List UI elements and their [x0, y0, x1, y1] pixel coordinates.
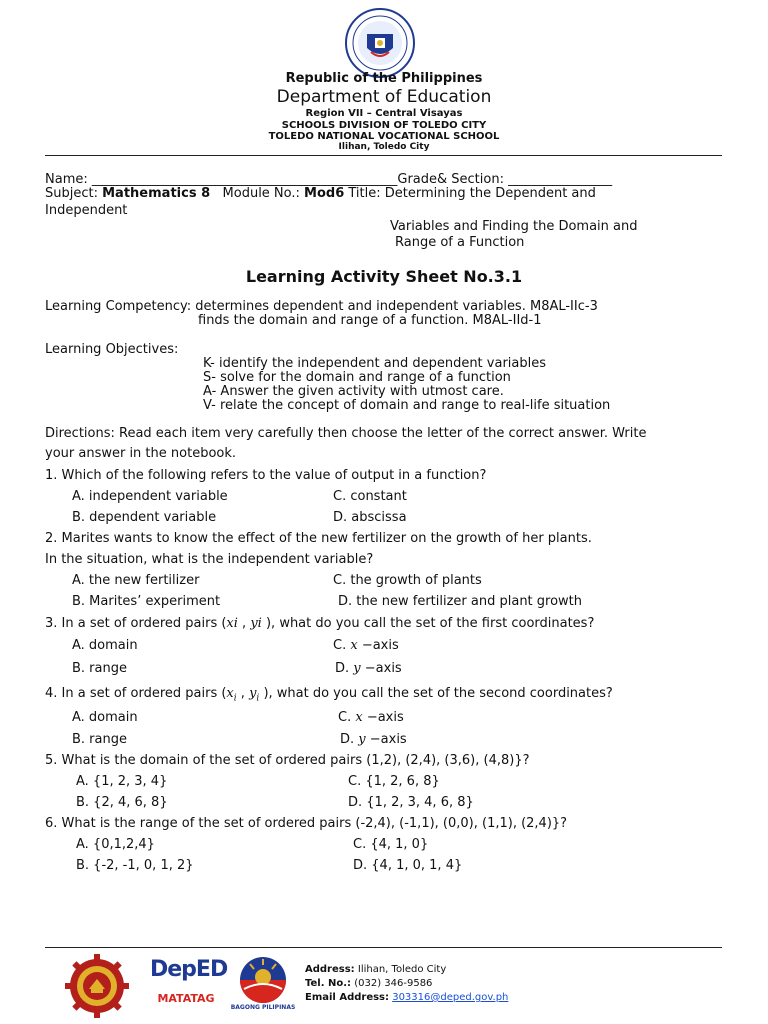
q1-option-a: A. independent variable	[72, 489, 228, 504]
region-line: Region VII – Central Visayas	[305, 108, 463, 119]
q2-option-b: B. Marites’ experiment	[72, 594, 221, 609]
q4-var-x: x	[226, 686, 234, 701]
objective-item: V- relate the concept of domain and range to real-life situation	[203, 398, 611, 413]
objective-item: K- identify the independent and dependent variables	[203, 356, 547, 371]
q4-option-b: B. range	[72, 732, 127, 747]
title-line-3: Variables and Finding the Domain and	[390, 219, 638, 234]
q4-sep: ,	[236, 686, 250, 701]
department-title: Department of Education	[276, 87, 492, 107]
module-value: Mod6	[304, 186, 345, 201]
q4-sub-i: i	[256, 693, 260, 704]
q5-option-b: B. {2, 4, 6, 8}	[76, 795, 168, 810]
footer-divider	[45, 947, 722, 948]
title-label: Title:	[344, 186, 385, 201]
school-location: Ilihan, Toledo City	[338, 142, 430, 152]
footer-address: Address: Ilihan, Toledo City	[305, 964, 447, 975]
competency-line-1: Learning Competency: determines dependent and independent variables. M8AL-IIc-3	[45, 299, 598, 314]
q3-option-b: B. range	[72, 661, 127, 676]
title-line-2: Independent	[45, 203, 128, 218]
footer-tel: Tel. No.: (032) 346-9586	[305, 978, 433, 989]
q3-text-post: ), what do you call the set of the first coordinates?	[261, 616, 595, 631]
sheet-title: Learning Activity Sheet No.3.1	[245, 267, 523, 286]
republic-line: Republic of the Philippines	[285, 71, 483, 86]
directions-line-2: your answer in the notebook.	[45, 446, 237, 461]
q4-text-pre: 4. In a set of ordered pairs (	[45, 686, 227, 701]
q3-var-x: xi	[226, 616, 238, 631]
q5-option-d: D. {1, 2, 3, 4, 6, 8}	[348, 795, 474, 810]
objectives-label: Learning Objectives:	[45, 342, 179, 357]
bagong-pilipinas-logo-icon	[232, 955, 294, 1005]
title-line-1: Determining the Dependent and	[384, 186, 596, 201]
q3-text-pre: 3. In a set of ordered pairs (	[45, 616, 227, 631]
competency-line-2: finds the domain and range of a function. M8AL-IId-1	[198, 313, 542, 328]
objective-item: A- Answer the given activity with utmost care.	[203, 384, 504, 399]
subject-value: Mathematics 8	[102, 186, 211, 201]
q1-option-b: B. dependent variable	[72, 510, 217, 525]
module-label: Module No.:	[222, 186, 305, 201]
q4-var-y: y	[249, 686, 257, 701]
q6-option-a: A. {0,1,2,4}	[76, 837, 155, 852]
q1-option-c: C. constant	[333, 489, 407, 504]
q2-option-c: C. the growth of plants	[333, 573, 482, 588]
footer-email: Email Address: 303316@deped.gov.ph	[305, 992, 509, 1003]
name-row	[45, 172, 612, 187]
question-6: 6. What is the range of the set of ordered pairs (-2,4), (-1,1), (0,0), (1,1), (2,4)}?	[45, 816, 568, 831]
q3-option-d: D. y −axis	[335, 661, 402, 676]
q1-option-d: D. abscissa	[333, 510, 407, 525]
header-divider	[45, 155, 722, 156]
q3-option-c: C. x −axis	[333, 638, 399, 653]
question-2-line-2: In the situation, what is the independent variable?	[45, 552, 374, 567]
q6-option-d: D. {4, 1, 0, 1, 4}	[353, 858, 463, 873]
bagong-pilipinas-text: BAGONG PILIPINAS	[230, 1004, 296, 1011]
deped-matatag-logo-icon	[150, 957, 228, 1010]
question-5: 5. What is the domain of the set of ordered pairs (1,2), (2,4), (3,6), (4,8)}?	[45, 753, 530, 768]
q6-option-c: C. {4, 1, 0}	[353, 837, 429, 852]
name-label: Name:	[45, 172, 92, 187]
school-name: TOLEDO NATIONAL VOCATIONAL SCHOOL	[268, 131, 500, 142]
grade-blank: ________________	[508, 172, 613, 187]
q4-option-c: C. x −axis	[338, 710, 404, 725]
school-gear-logo-icon	[64, 953, 130, 1019]
deped-seal-icon	[345, 8, 415, 78]
q3-sep: ,	[237, 616, 251, 631]
q3-option-a: A. domain	[72, 638, 138, 653]
q5-option-a: A. {1, 2, 3, 4}	[76, 774, 168, 789]
question-2-line-1: 2. Marites wants to know the effect of the new fertilizer on the growth of her plants.	[45, 531, 592, 546]
q3-var-y: yi	[250, 616, 262, 631]
q5-option-c: C. {1, 2, 6, 8}	[348, 774, 440, 789]
objective-item: S- solve for the domain and range of a function	[203, 370, 511, 385]
subject-row	[45, 186, 596, 201]
q2-option-a: A. the new fertilizer	[72, 573, 200, 588]
q4-text-post: ), what do you call the set of the second coordinates?	[259, 686, 613, 701]
grade-label: Grade& Section:	[397, 172, 509, 187]
q4-sub-i: i	[233, 693, 237, 704]
q6-option-b: B. {-2, -1, 0, 1, 2}	[76, 858, 194, 873]
question-3	[45, 616, 594, 631]
title-line-4: Range of a Function	[395, 235, 525, 250]
q2-option-d: D. the new fertilizer and plant growth	[338, 594, 583, 609]
q4-option-d: D. y −axis	[340, 732, 407, 747]
question-4	[45, 686, 613, 704]
directions-line-1: Directions: Read each item very carefully then choose the letter of the correct answer. Write	[45, 426, 647, 441]
question-1: 1. Which of the following refers to the value of output in a function?	[45, 468, 487, 483]
division-line: SCHOOLS DIVISION OF TOLEDO CITY	[281, 120, 487, 131]
q4-option-a: A. domain	[72, 710, 138, 725]
deped-logo-text: DepED	[150, 957, 228, 982]
matatag-text: MATATAG	[157, 992, 215, 1005]
email-link[interactable]: 303316@deped.gov.ph	[392, 992, 509, 1003]
name-blank: _______________________________________________	[91, 172, 398, 187]
subject-label: Subject:	[45, 186, 103, 201]
